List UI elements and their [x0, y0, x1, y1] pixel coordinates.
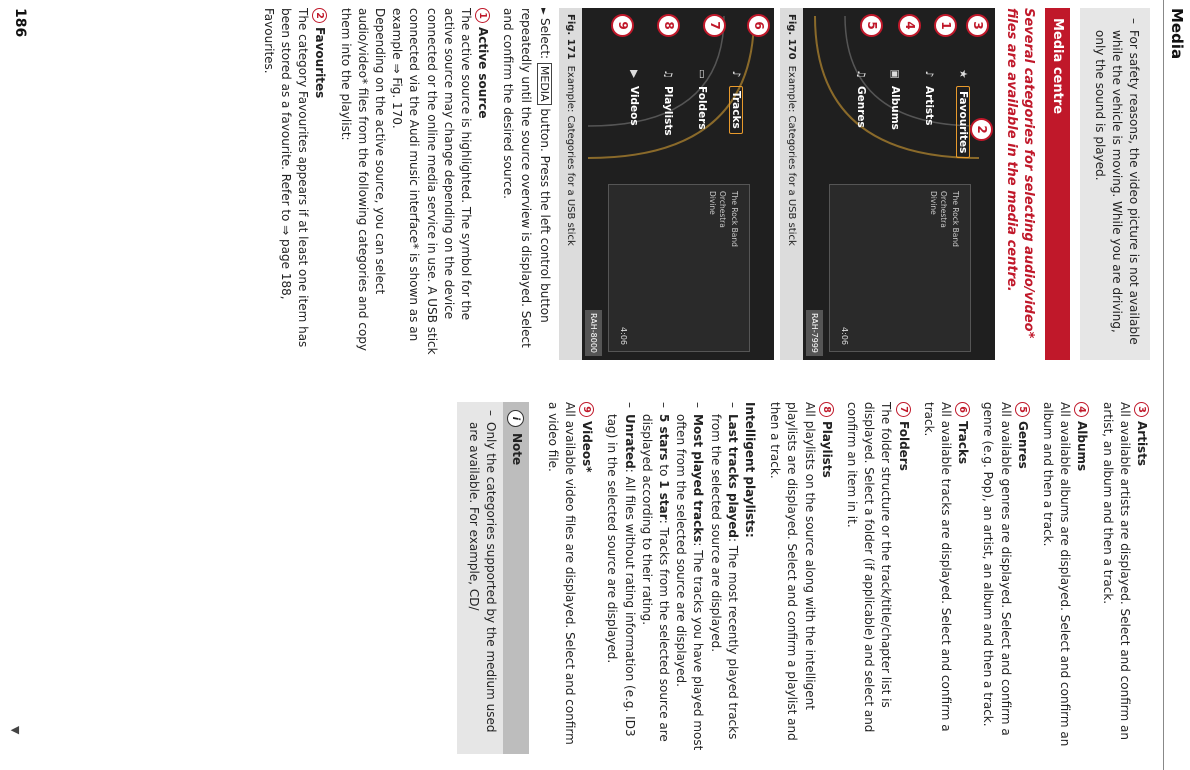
note-box — [457, 402, 503, 754]
fig170-now-playing-panel: The Rock Band Orchestra Divine 4:06 — [829, 184, 971, 352]
info-icon: i — [508, 410, 525, 427]
figure-170-caption: Fig. 170Example: Categories for a USB stick — [780, 8, 803, 360]
fig170-badge-5: 5 — [860, 14, 883, 37]
fig171-menu-videos: ▶Videos — [625, 66, 642, 126]
video-icon: ▶ — [627, 69, 640, 79]
fig171-now-playing-panel: The Rock Band Orchestra Divine 4:06 — [608, 184, 750, 352]
figure-171-caption: Fig. 171Example: Categories for a USB stick — [559, 8, 582, 360]
media-key: MEDIA — [537, 63, 552, 105]
fig171-menu-tracks: ♪Tracks — [727, 66, 744, 134]
fig170-code: RAH-7999 — [806, 310, 823, 356]
fig171-time: 4:06 — [619, 327, 629, 345]
fig170-menu-artists: ♪Artists — [920, 66, 937, 125]
fig171-badge-7: 7 — [703, 14, 726, 37]
playlist-icon: ♫ — [661, 69, 674, 79]
item-5-heading: 5Genres — [1014, 402, 1031, 754]
fig170-menu-favourites: ★Favourites — [954, 66, 971, 158]
section-intro: Several categories for selecting audio/video* files are available in the media centre. — [1004, 8, 1037, 339]
item-4-heading: 4Albums — [1073, 402, 1090, 754]
item-1-text: The active source is highlighted. The symbol for the active source may change depending on the device connected or the online media service in use. A USB stick connected via the Audi music interface* is shown as an example ⇒ Fig. 170. — [390, 8, 473, 355]
item-6-text: All available tracks are displayed. Select and confirm a track. — [921, 402, 953, 732]
item-8-text: All playlists on the source along with the intelligent playlists are displayed. Select and confirm a playlist and then a track. — [768, 402, 817, 741]
genre-icon: ♫ — [855, 69, 868, 79]
fig170-badge-4: 4 — [898, 14, 921, 37]
item-9-heading: 9Videos* — [578, 402, 595, 754]
item-5-text: All available genres are displayed. Select and confirm a genre (e.g. Pop), an artist, an album and then a track. — [981, 402, 1013, 736]
item-2-heading: 2Favourites — [311, 8, 328, 360]
intelligent-item-most-played: – Most played tracks: The tracks you have played most often from the selected source are displayed. — [672, 402, 706, 754]
star-icon: ★ — [957, 69, 970, 79]
header-rule — [1163, 0, 1164, 770]
note-icon: ♪ — [729, 70, 742, 78]
intelligent-playlists-heading: Intelligent playlists: — [742, 402, 757, 538]
intelligent-item-star-rating: – 5 stars to 1 star: Tracks from the selected source are displayed according to their rating. — [638, 402, 672, 754]
left-column — [260, 8, 1150, 360]
intelligent-item-last-played: – Last tracks played: The most recently played tracks from the selected source are displayed. — [706, 402, 740, 754]
item-1b-text: Depending on the active source, you can select audio/video* files from the following categories and copy them into the playlist: — [338, 8, 387, 352]
item-7-heading: 7Folders — [894, 402, 911, 754]
fig171-menu-folders: ▭Folders — [693, 66, 710, 130]
intelligent-item-unrated: – Unrated: All files without rating information (e.g. ID3 tag) in the selected source are displayed. — [603, 402, 637, 754]
figure-170 — [803, 8, 995, 360]
fig170-time: 4:06 — [840, 327, 850, 345]
item-3-heading: 3Artists — [1133, 402, 1150, 754]
chapter-title: Media — [1168, 8, 1186, 60]
fig170-badge-3: 3 — [966, 14, 989, 37]
item-3-text: All available artists are displayed. Select and confirm an artist, an album and then a track. — [1100, 402, 1132, 740]
item-8-heading: 8Playlists — [818, 402, 835, 754]
right-column — [457, 402, 1150, 754]
item-6-heading: 6Tracks — [954, 402, 971, 754]
note-text: – Only the categories supported by the medium used are available. For example, CD/ — [465, 410, 499, 746]
safety-note-box — [1080, 8, 1150, 360]
fig171-badge-6: 6 — [747, 14, 770, 37]
note-heading: iNote — [504, 402, 530, 754]
step-arrow-icon: ► — [537, 8, 548, 15]
section-title: Media centre — [1045, 8, 1070, 360]
figure-171 — [582, 8, 774, 360]
item-1-heading: 1Active source — [474, 8, 491, 360]
fig171-badge-9: 9 — [611, 14, 634, 37]
fig171-code: RAH-8000 — [585, 310, 602, 356]
item-9-text: All available video files are displayed. Select and confirm a video file. — [545, 402, 577, 745]
folder-icon: ▭ — [695, 69, 708, 79]
fig171-badge-8: 8 — [657, 14, 680, 37]
microphone-icon: ♪ — [923, 70, 936, 78]
fig170-menu-genres: ♫Genres — [852, 66, 869, 128]
select-media-step: ►Select: MEDIA button. Press the left control button repeatedly until the source overview is displayed. Select and confirm the desired source. — [501, 8, 552, 348]
fig170-badge-2: 2 — [970, 118, 993, 141]
item-4-text: All available albums are displayed. Select and confirm an album and then a track. — [1040, 402, 1073, 747]
page-number: 186 — [12, 8, 28, 38]
item-7-text: The folder structure or the track/title/chapter list is displayed. Select a folder (if applicable) and select and confirm an item in it. — [844, 402, 894, 733]
item-2-text: The category Favourites appears if at least one item has been stored as a favourite. Refer to ⇒ page 188, Favourites. — [261, 8, 311, 348]
fig170-badge-1: 1 — [934, 14, 957, 37]
fig171-menu-playlists: ♫Playlists — [659, 66, 676, 136]
safety-note: – For safety reasons, the video picture is not available while the vehicle is moving. While you are driving, only the sound is played. — [1090, 18, 1142, 350]
album-icon: ▣ — [889, 69, 902, 79]
continue-arrow-icon: ▼ — [9, 726, 22, 735]
fig170-menu-albums: ▣Albums — [886, 66, 903, 130]
